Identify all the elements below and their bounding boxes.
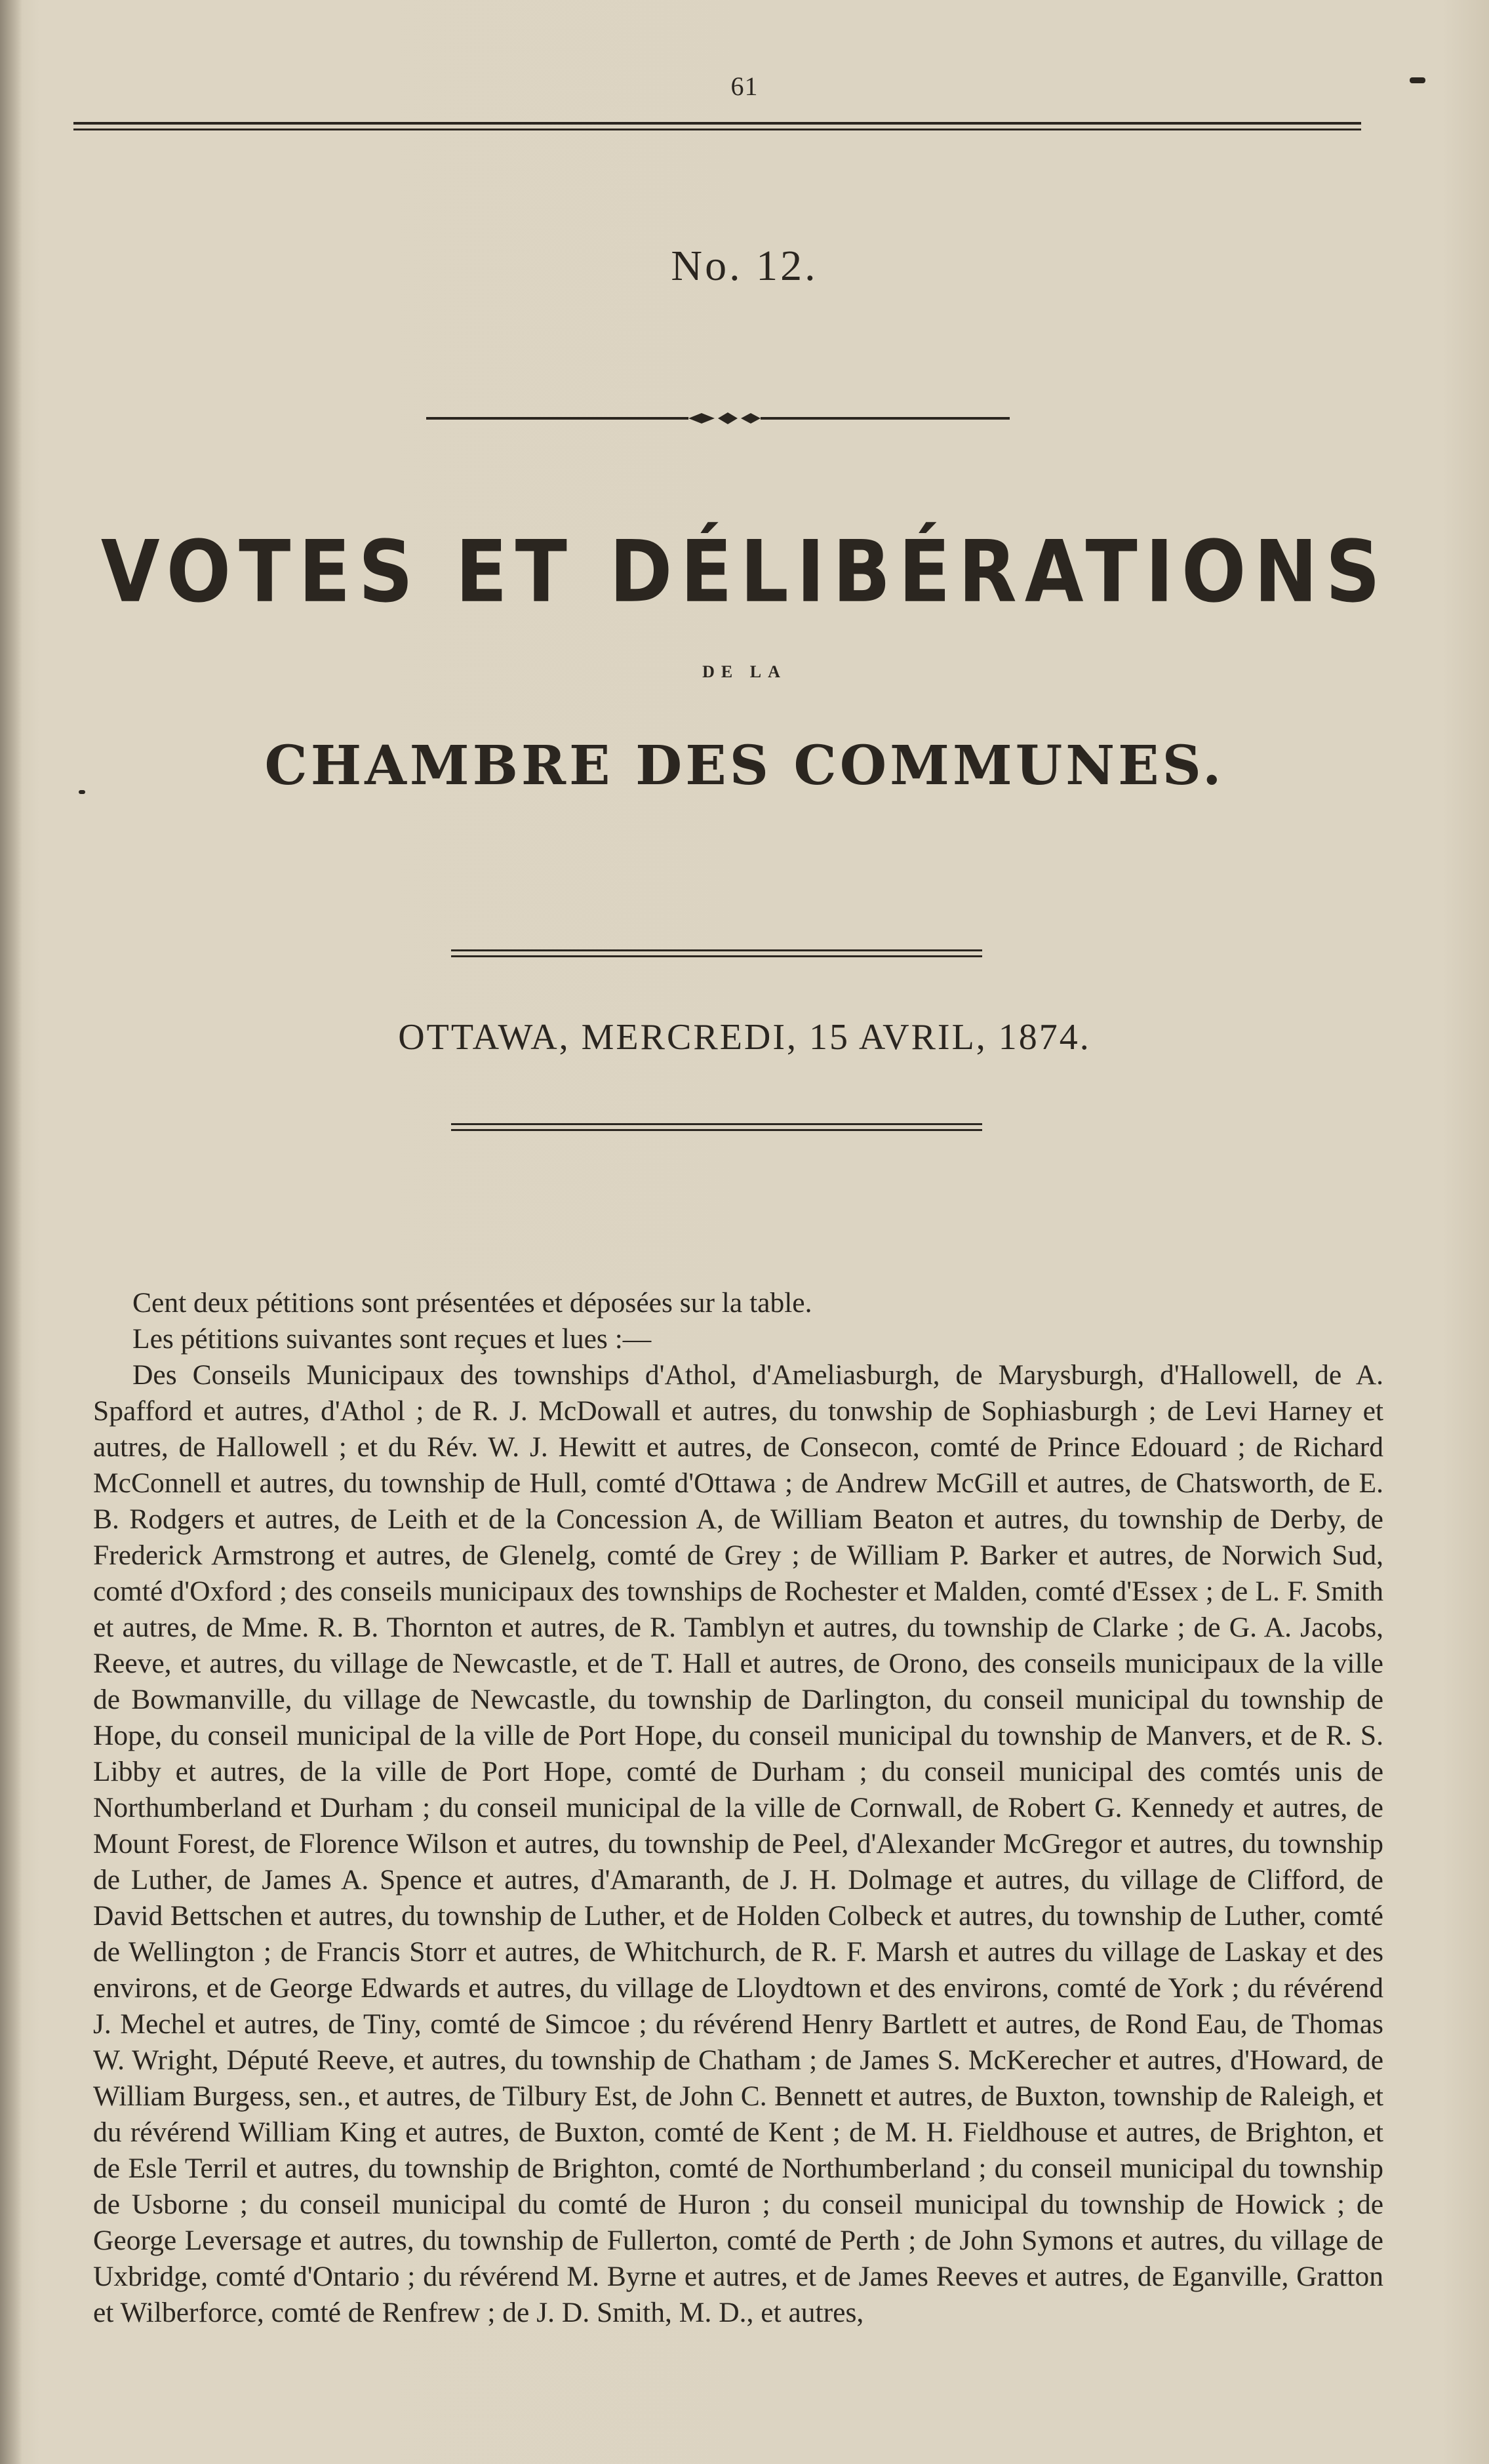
dateline: OTTAWA, MERCREDI, 15 AVRIL, 1874.: [398, 1017, 1091, 1058]
title-connector: DE LA: [702, 662, 787, 681]
ornamental-divider: [426, 405, 1010, 431]
petitions-received-line: Les pétitions suivantes sont reçues et lues :—: [132, 1323, 652, 1355]
ink-mark: [79, 790, 85, 794]
petition-list-paragraph: Des Conseils Municipaux des townships d'Athol, d'Ameliasburgh, de Marysburgh, d'Hallowell, de A. Spafford et autres, d'Athol ; de R. J. McDowall et autres, du tonwship de Sophiasburgh ; de Levi Harney et autres, de Hallowell ; et du Rév. W. J. Hewitt et autres, de Consecon, comté de Prince Edouard ; de Richard McConnell et autres, du township de Hull, comté d'Ottawa ; de Andrew McGill et autres, de Chatsworth, de E. B. Rodgers et autres, de Leith et de la Concession A, de William Beaton et autres, du township de Derby, de Frederick Armstrong et autres, de Glenelg, comté de Grey ; de William P. Barker et autres, de Norwich Sud, comté d'Oxford ; des conseils municipaux des townships de Rochester et Malden, comté d'Essex ; de L. F. Smith et autres, de Mme. R. B. Thornton et autres, de R. Tamblyn et autres, du township de Clarke ; de G. A. Jacobs, Reeve, et autres, du village de Newcastle, et de T. Hall et autres, de Orono, des conseils municipaux de la ville de Bowmanville, du village de Newcastle, du township de Darlington, du conseil municipal du township de Hope, du conseil municipal de la ville de Port Hope, du conseil municipal du township de Manvers, et de R. S. Libby et autres, de la ville de Port Hope, comté de Durham ; du conseil municipal des comtés unis de Northumberland et Durham ; du conseil municipal de la ville de Cornwall, de Robert G. Kennedy et autres, de Mount Forest, de Florence Wilson et autres, du township de Peel, d'Alexander McGregor et autres, du township de Luther, de James A. Spence et autres, d'Amaranth, de J. H. Dolmage et autres, du village de Clifford, de David Bettschen et autres, du township de Luther, et de Holden Colbeck et autres, du township de Luther, comté de Wellington ; de Francis Storr et autres, de Whitchurch, de R. F. Marsh et autres du village de Laskay et des environs, et de George Edwards et autres, du village de Lloydtown et des environs, comté de York ; du révérend J. Mechel et autres, de Tiny, comté de Simcoe ; du révérend Henry Bartlett et autres, de Rond Eau, de Thomas W. Wright, Député Reeve, et autres, du township de Chatham ; de James S. McKerecher et autres, d'Howard, de William Burgess, sen., et autres, de Tilbury Est, de John C. Bennett et autres, de Buxton, township de Raleigh, et du révérend William King et autres, de Buxton, comté de Kent ; de M. H. Fieldhouse et autres, de Brighton, et de Esle Terril et autres, du township de Brighton, comté de Northumberland ; du conseil municipal du township de Usborne ; du conseil municipal du comté de Huron ; du conseil municipal du township de Howick ; de George Leversage et autres, du township de Fullerton, comté de Perth ; de John Symons et autres, du village de Uxbridge, comté d'Ontario ; du révérend M. Byrne et autres, et de James Reeves et autres, de Eganville, Gratton et Wilberforce, comté de Renfrew ; de J. D. Smith, M. D., et autres,: [93, 1359, 1383, 2328]
petitions-count-line: Cent deux pétitions sont présentées et déposées sur la table.: [132, 1287, 812, 1319]
double-rule-lower: [451, 1123, 982, 1132]
double-rule-upper: [451, 949, 982, 959]
main-title: VOTES ET DÉLIBÉRATIONS: [100, 522, 1389, 622]
binding-edge: [0, 0, 22, 2464]
ink-mark: [1410, 77, 1425, 83]
page-number: 61: [730, 71, 759, 101]
chamber-title: CHAMBRE DES COMMUNES.: [264, 734, 1225, 797]
document-number: No. 12.: [671, 242, 818, 290]
body-text: [93, 1285, 1383, 2331]
header-rule: [73, 122, 1361, 134]
